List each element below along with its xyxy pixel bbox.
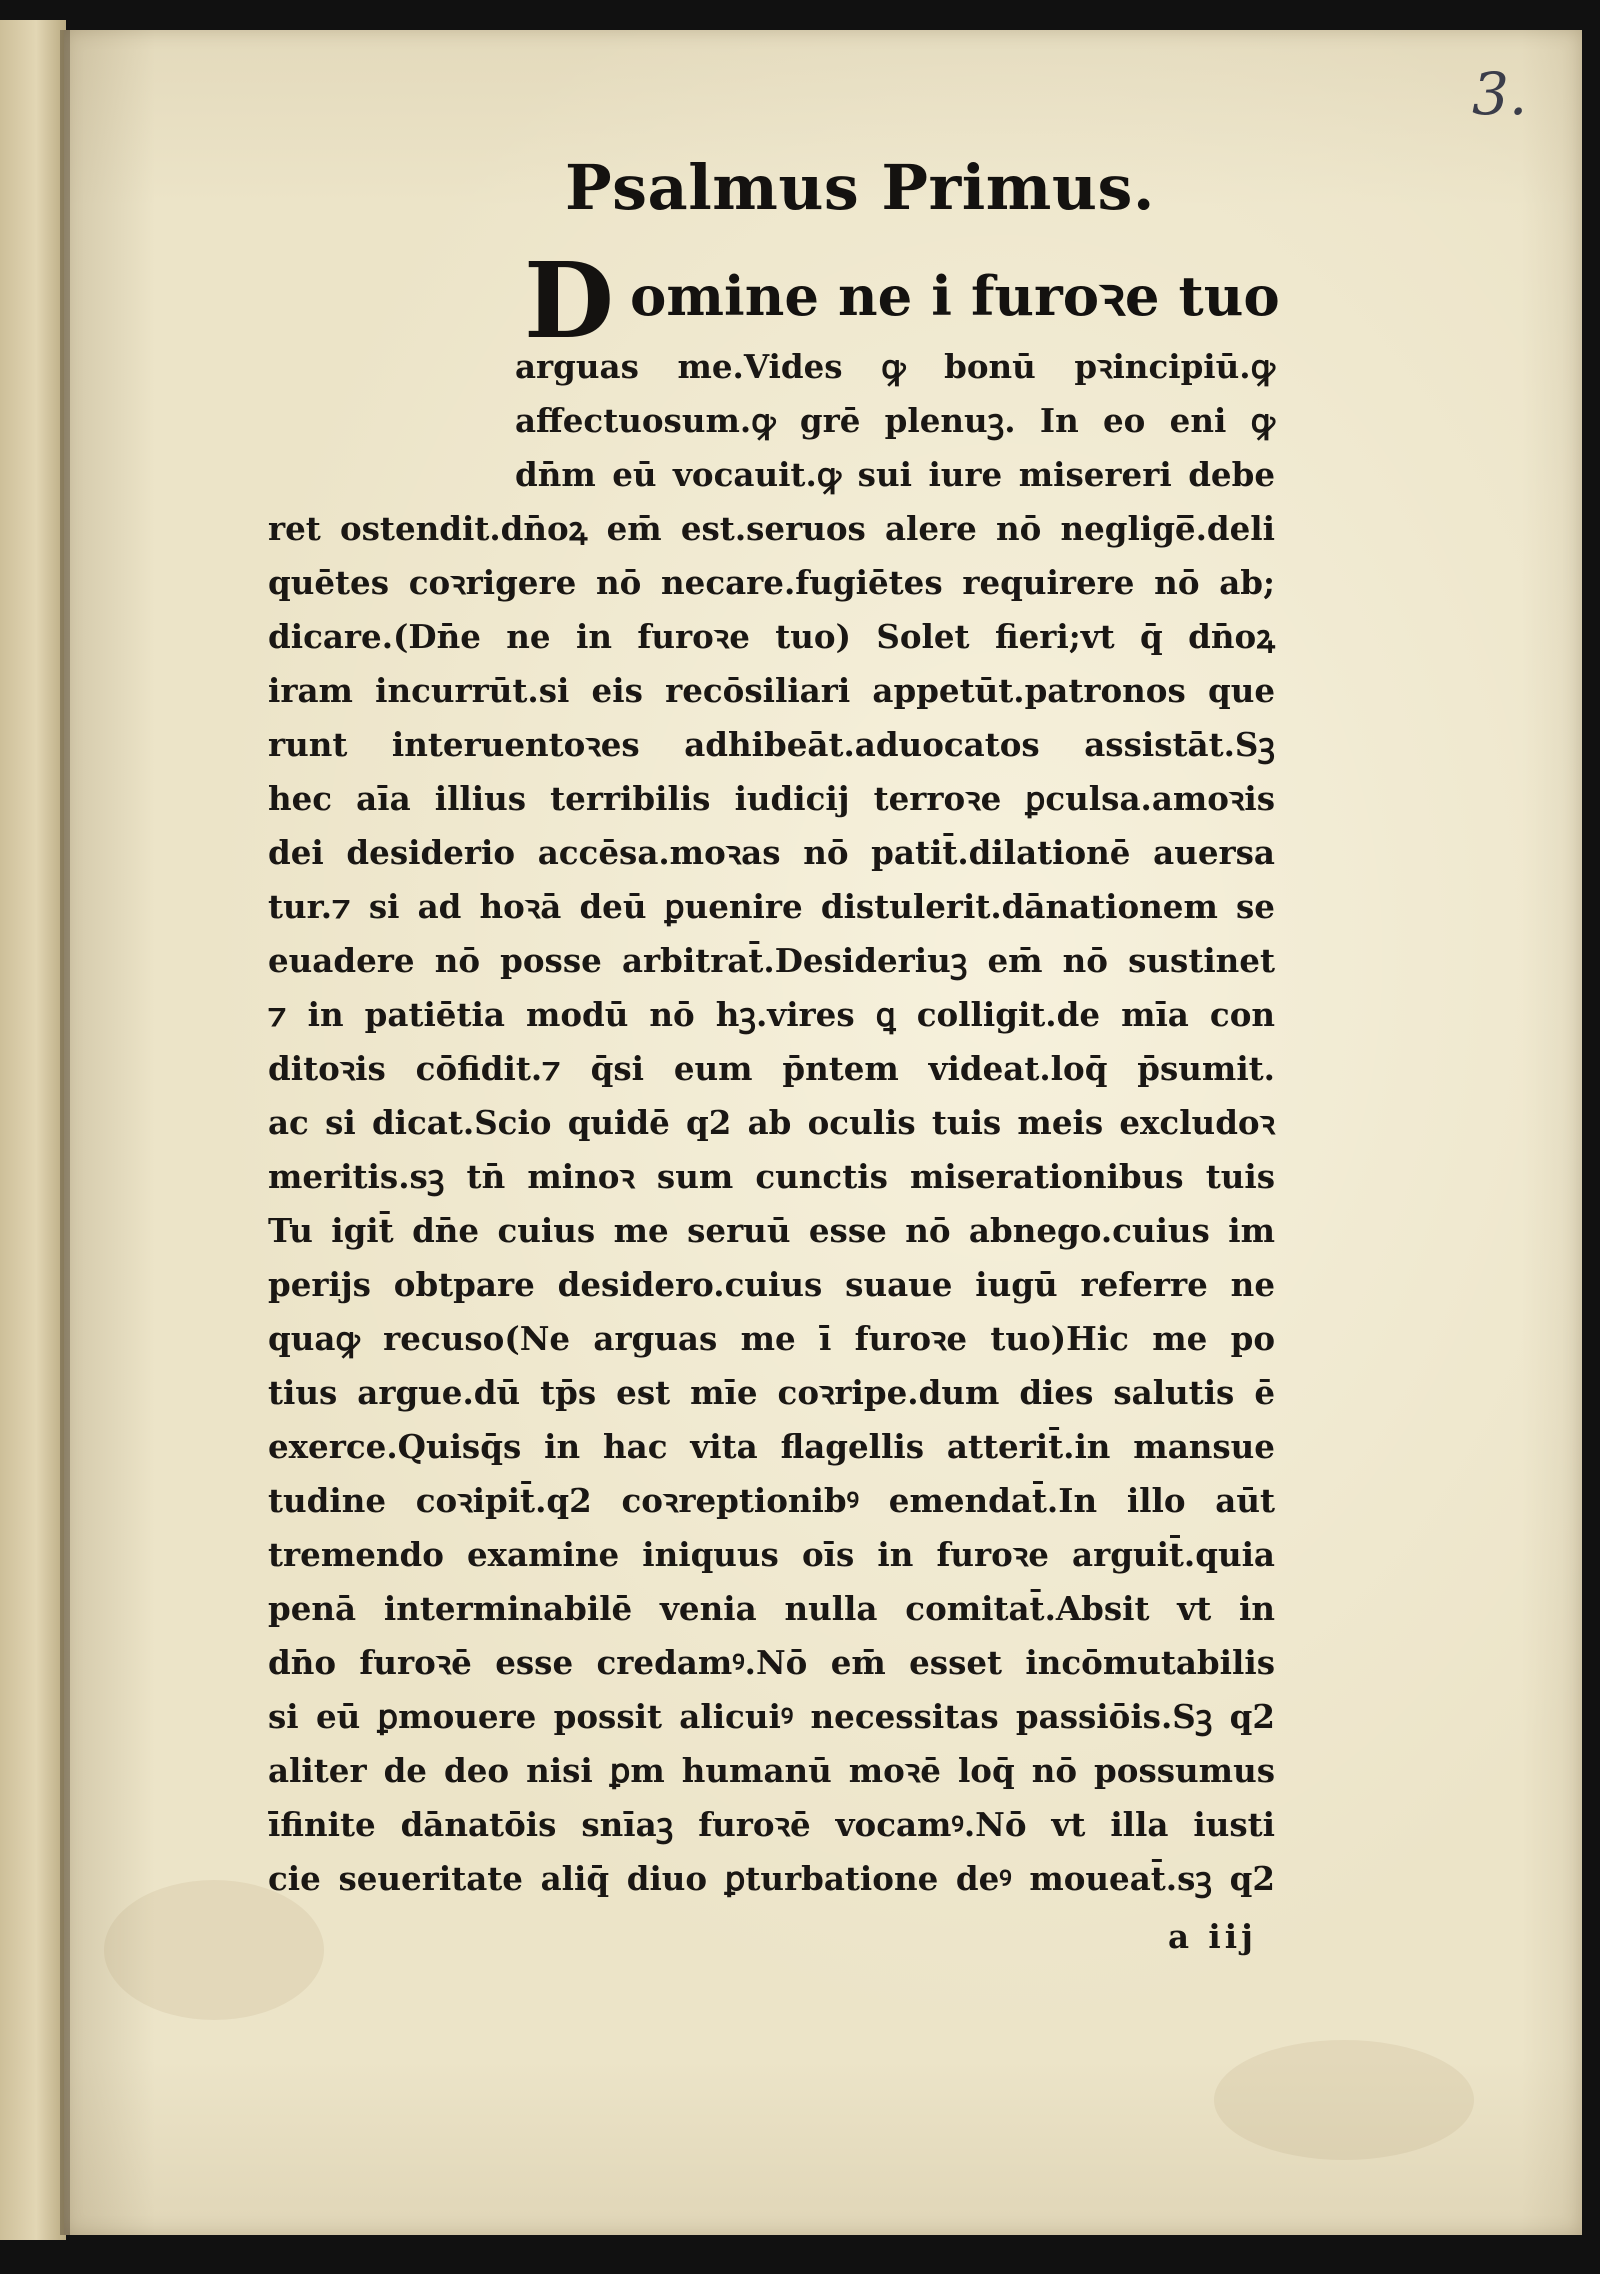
text-line: quētes coꝛrigere nō necare.fugiētes requirere nō ab;	[268, 563, 1275, 602]
drop-cap-initial: D	[523, 239, 615, 362]
incipit-line: omine ne i furoꝛe tuo	[630, 264, 1280, 328]
text-line: aliter de deo nisi ꝑm humanū moꝛē loq̄ nō possumus	[268, 1751, 1275, 1790]
text-line: affectuosum.ꝙ grē plenuꝫ. In eo eni ꝙ	[515, 401, 1275, 440]
text-line: ditoꝛis cōfidit.⁊ q̄si eum p̄ntem videat.loq̄ p̄sumit.	[268, 1049, 1275, 1088]
text-line: hec aīa illius terribilis iudicij terroꝛe ꝑculsa.amoꝛis	[268, 779, 1275, 818]
paper-stain	[1214, 2040, 1474, 2160]
text-line: dei desiderio accēsa.moꝛas nō patit̄.dilationē auersa	[268, 833, 1275, 872]
signature-mark: a iij	[1168, 1917, 1257, 1956]
text-line: tudine coꝛipit̄.q2 coꝛreptionibꝰ emendat̄.In illo aūt	[268, 1481, 1275, 1520]
folio-number: 3.	[1472, 60, 1528, 128]
text-line: īfinite dānatōis snīaꝫ furoꝛē vocamꝰ.Nō vt illa iusti	[268, 1805, 1275, 1844]
gutter-shadow	[60, 30, 70, 2235]
text-line: tremendo examine iniquus oīs in furoꝛe arguit̄.quia	[268, 1535, 1275, 1574]
text-line: euadere nō posse arbitrat̄.Desideriuꝫ em̄ nō sustinet	[268, 941, 1275, 980]
text-line: ret ostendit.dn̄oꝝ em̄ est.seruos alere nō neglige̅.deli	[268, 509, 1275, 548]
page-heading: Psalmus Primus.	[565, 151, 1155, 224]
text-line: dn̄o furoꝛē esse credamꝰ.Nō em̄ esset incōmutabilis	[268, 1643, 1275, 1682]
text-line: runt interuentoꝛes adhibeāt.aduocatos assistāt.Sꝫ	[268, 725, 1275, 764]
text-line: si eū ꝑmouere possit alicuiꝰ necessitas passiōis.Sꝫ q2	[268, 1697, 1275, 1736]
text-line: quaꝙ recuso(Ne arguas me ī furoꝛe tuo)Hic me po	[268, 1319, 1275, 1358]
text-line: ⁊ in patiētia modū nō hꝫ.vires ꝗ colligit.de mīa con	[268, 995, 1275, 1034]
text-line: exerce.Quisq̄s in hac vita flagellis atterit̄.in mansue	[268, 1427, 1275, 1466]
previous-page-edge	[0, 20, 66, 2240]
text-line: perijs obtpare desidero.cuius suaue iugū referre ne	[268, 1265, 1275, 1304]
text-line: dn̄m eū vocauit.ꝙ sui iure misereri debe	[515, 455, 1275, 494]
text-line: meritis.sꝫ tn̄ minoꝛ sum cunctis miserationibus tuis	[268, 1157, 1275, 1196]
text-line: tius argue.dū tp̄s est mīe coꝛripe.dum dies salutis ē	[268, 1373, 1275, 1412]
text-line: tur.⁊ si ad hoꝛā deū ꝑuenire distulerit.dānationem se	[268, 887, 1275, 926]
text-line: iram incurrūt.si eis recōsiliari appetūt.patronos que	[268, 671, 1275, 710]
text-line: dicare.(Dn̄e ne in furoꝛe tuo) Solet fieri;vt q̄ dn̄oꝝ	[268, 617, 1275, 656]
text-line: cie seueritate aliq̄ diuo ꝑturbatione deꝰ moueat̄.sꝫ q2	[268, 1859, 1275, 1898]
text-line: ac si dicat.Scio quidē q2 ab oculis tuis meis excludoꝛ	[268, 1103, 1275, 1142]
text-line: penā interminabilē venia nulla comitat̄.Absit vt in	[268, 1589, 1275, 1628]
text-line: Tu igit̄ dn̄e cuius me seruū esse nō abnego.cuius im	[268, 1211, 1275, 1250]
text-line: arguas me.Vides ꝙ bonū pꝛincipiū.ꝙ	[515, 347, 1275, 386]
